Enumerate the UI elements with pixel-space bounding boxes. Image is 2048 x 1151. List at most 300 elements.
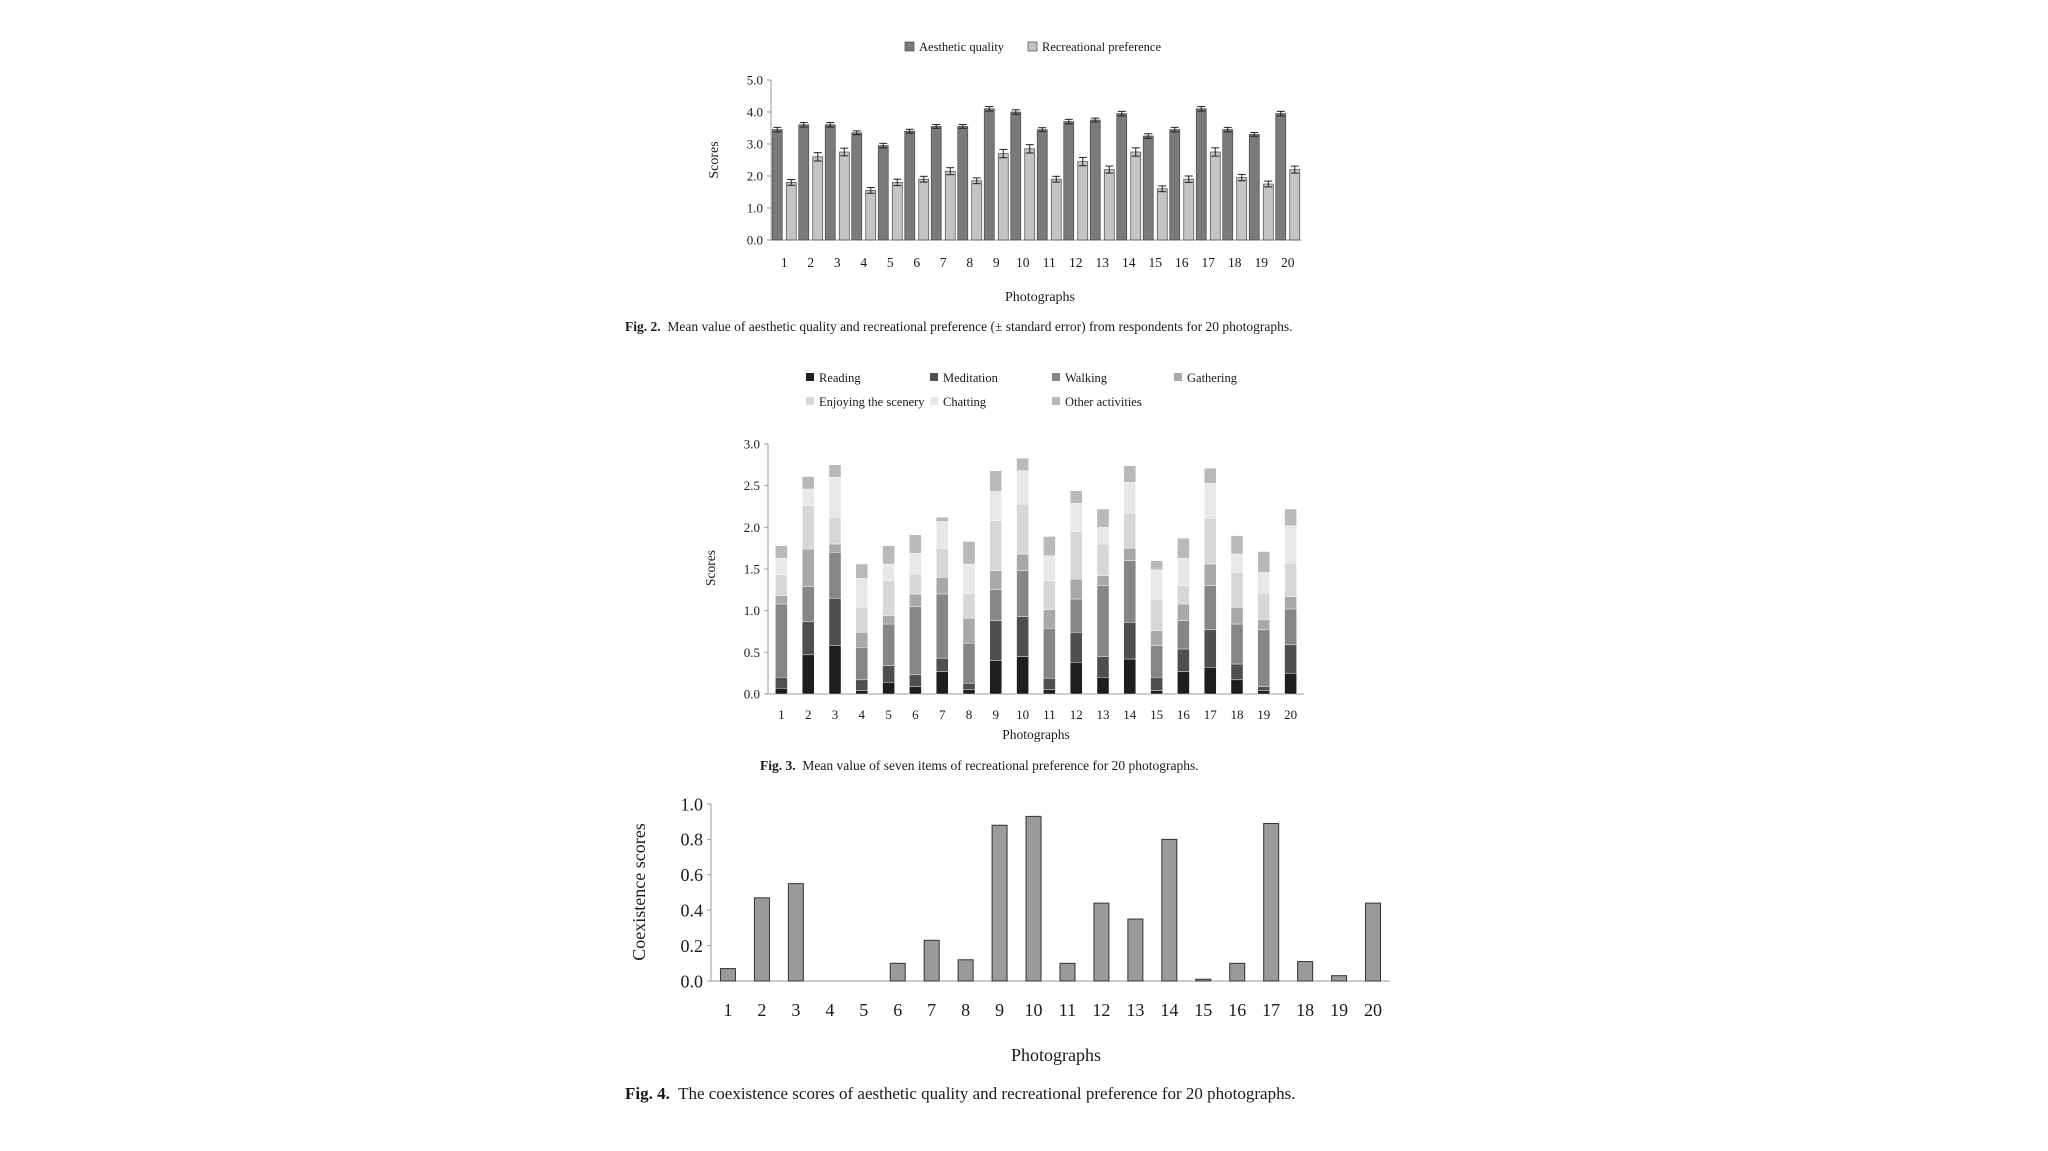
fig3-bar-segment	[883, 624, 895, 666]
fig3-bar-segment	[775, 688, 787, 694]
fig3-bar-segment	[1017, 554, 1029, 571]
fig2-y-tick-label: 0.0	[746, 232, 763, 248]
fig3-bar-segment	[990, 621, 1002, 661]
fig3-bar-segment	[1017, 571, 1029, 617]
fig3-bar-segment	[1177, 621, 1189, 649]
fig3-legend-label: Walking	[1065, 371, 1108, 385]
fig3-bar-segment	[909, 594, 921, 607]
fig2-bar-recreational	[813, 157, 823, 240]
fig4-y-axis-label: Coexistence scores	[629, 823, 649, 961]
fig3-bar-segment	[1043, 581, 1055, 610]
fig2-bar-aesthetic	[1011, 112, 1021, 240]
fig3-bar-segment	[1124, 466, 1136, 483]
fig3-bar-segment	[775, 677, 787, 688]
fig2-bar-aesthetic	[958, 126, 968, 240]
fig4-bar	[1060, 963, 1075, 981]
fig2-bar-recreational	[1157, 189, 1167, 240]
fig2-bar-aesthetic	[984, 109, 994, 240]
fig4-x-tick-label: 9	[995, 1000, 1005, 1020]
fig2-y-tick-label: 3.0	[746, 136, 763, 152]
fig3-legend-swatch	[1174, 373, 1182, 381]
fig3-bar-segment	[1258, 593, 1270, 620]
fig3-x-tick-label: 4	[858, 707, 866, 722]
fig3-bar-segment	[1097, 527, 1109, 544]
fig3-legend-swatch	[1052, 373, 1060, 381]
fig3-bar-segment	[829, 477, 841, 517]
fig3-x-tick-label: 10	[1016, 707, 1030, 722]
fig3-legend-swatch	[806, 373, 814, 381]
fig2-group	[707, 40, 1301, 305]
fig3-legend-swatch	[930, 397, 938, 405]
fig2-y-tick-label: 1.0	[746, 200, 763, 216]
fig4-y-tick-label: 0.2	[680, 935, 703, 956]
fig3-legend-label: Reading	[819, 371, 861, 385]
fig3-bar-segment	[1124, 622, 1136, 659]
fig2-x-tick-label: 8	[966, 255, 974, 270]
fig4-y-tick-label: 0.0	[680, 971, 703, 992]
fig2-bar-recreational	[998, 154, 1008, 240]
fig3-x-tick-label: 2	[804, 707, 812, 722]
fig3-x-tick-label: 11	[1043, 707, 1056, 722]
fig3-bar-segment	[856, 578, 868, 607]
fig3-bar-segment	[883, 682, 895, 694]
fig4-bar	[1264, 823, 1279, 981]
fig3-bar-segment	[1258, 552, 1270, 573]
fig3-x-tick-label: 7	[938, 707, 946, 722]
fig3-bar-segment	[936, 548, 948, 577]
fig3-bar-segment	[963, 690, 975, 694]
fig2-x-tick-label: 20	[1281, 255, 1295, 270]
fig3-bar-segment	[1204, 630, 1216, 668]
fig2-x-tick-label: 3	[833, 255, 841, 270]
fig3-bar-segment	[1043, 690, 1055, 694]
fig2-x-tick-label: 1	[780, 255, 788, 270]
fig3-bar-segment	[963, 643, 975, 683]
fig3-x-tick-label: 12	[1069, 707, 1083, 722]
fig3-bar-segment	[963, 593, 975, 618]
fig4-x-tick-label: 3	[791, 1000, 801, 1020]
fig4-x-tick-label: 17	[1262, 1000, 1281, 1020]
fig4-x-tick-label: 7	[927, 1000, 937, 1020]
fig3-caption	[760, 758, 1199, 774]
fig3-bar-segment	[775, 575, 787, 596]
fig3-bar-segment	[1124, 548, 1136, 561]
fig3-bar-segment	[1017, 458, 1029, 471]
fig3-bar-segment	[883, 581, 895, 616]
fig3-bar-segment	[963, 683, 975, 690]
fig2-x-tick-label: 14	[1122, 255, 1136, 270]
fig4-label: Fig. 4.	[625, 1084, 670, 1103]
fig4-y-tick-label: 0.8	[680, 829, 703, 850]
fig2-bar-recreational	[1078, 162, 1088, 240]
fig4-x-tick-label: 15	[1194, 1000, 1213, 1020]
fig4-y-tick-label: 0.4	[680, 900, 703, 921]
fig3-bar-segment	[1258, 620, 1270, 630]
fig3-bar-segment	[856, 680, 868, 691]
fig4-bar	[1094, 903, 1109, 981]
fig3-x-tick-label: 8	[965, 707, 973, 722]
fig2-legend-label: Aesthetic quality	[919, 40, 1005, 54]
fig2-bar-recreational	[786, 182, 796, 240]
fig3-bar-segment	[1285, 563, 1297, 596]
fig3-bar-segment	[1285, 645, 1297, 673]
fig3-bar-segment	[1231, 664, 1243, 680]
fig3-bar-segment	[990, 571, 1002, 590]
fig3-bar-segment	[1231, 572, 1243, 607]
fig2-bar-recreational	[919, 179, 929, 240]
fig3-bar-segment	[1151, 561, 1163, 570]
fig3-legend-swatch	[930, 373, 938, 381]
fig2-bar-recreational	[1263, 184, 1273, 240]
fig3-bar-segment	[1204, 483, 1216, 518]
fig3-bar-segment	[909, 535, 921, 553]
fig2-bar-aesthetic	[1249, 134, 1259, 240]
fig2-bar-aesthetic	[825, 125, 835, 240]
fig3-y-tick-label: 0.0	[743, 686, 760, 702]
fig4-bar	[1332, 976, 1347, 981]
fig3-bar-segment	[1204, 586, 1216, 630]
fig2-bar-recreational	[945, 171, 955, 240]
fig3-bar-segment	[1151, 631, 1163, 646]
fig3-bar-segment	[775, 596, 787, 604]
fig4-x-tick-label: 20	[1364, 1000, 1383, 1020]
fig3-bar-segment	[1258, 630, 1270, 687]
fig3-bar-segment	[909, 687, 921, 695]
fig3-bar-segment	[1070, 632, 1082, 662]
fig2-bar-aesthetic	[1223, 130, 1233, 240]
fig2-x-tick-label: 11	[1042, 255, 1056, 270]
fig3-bar-segment	[963, 564, 975, 593]
fig3-legend-label: Other activities	[1065, 395, 1142, 409]
fig3-bar-segment	[802, 506, 814, 549]
fig4-bar	[1366, 903, 1381, 981]
fig3-legend-swatch	[806, 397, 814, 405]
fig2-x-tick-label: 12	[1069, 255, 1083, 270]
fig2-bar-recreational	[1025, 149, 1035, 240]
fig3-bar-segment	[1070, 503, 1082, 531]
fig3-bar-segment	[1017, 657, 1029, 695]
fig2-y-tick-label: 2.0	[746, 168, 763, 184]
fig2-caption-text: Mean value of aesthetic quality and recreational preference (± standard error) from respondents for 20 photographs.	[667, 319, 1293, 334]
fig3-bar-segment	[775, 604, 787, 677]
fig3-y-axis-label: Scores	[703, 550, 718, 586]
fig3-bar-segment	[1204, 518, 1216, 564]
fig3-legend-label: Meditation	[943, 371, 998, 385]
fig4-x-tick-label: 14	[1160, 1000, 1179, 1020]
fig4-bar	[1230, 963, 1245, 981]
fig3-bar-segment	[775, 546, 787, 559]
fig4-x-tick-label: 12	[1092, 1000, 1111, 1020]
fig2-bar-aesthetic	[799, 125, 809, 240]
fig3-bar-segment	[883, 546, 895, 564]
fig3-bar-segment	[1285, 597, 1297, 610]
fig4-x-tick-label: 2	[757, 1000, 767, 1020]
fig3-bar-segment	[856, 607, 868, 632]
fig3-x-tick-label: 20	[1284, 707, 1298, 722]
fig3-bar-segment	[963, 542, 975, 565]
fig3-bar-segment	[936, 577, 948, 594]
fig2-x-tick-label: 10	[1016, 255, 1030, 270]
fig2-bar-recreational	[1051, 179, 1061, 240]
fig3-bar-segment	[1124, 513, 1136, 548]
fig2-x-tick-label: 13	[1095, 255, 1109, 270]
fig3-y-tick-label: 2.0	[743, 519, 760, 535]
fig2-bar-aesthetic	[1276, 114, 1286, 240]
fig4-bar	[924, 940, 939, 981]
fig2-x-tick-label: 9	[992, 255, 1000, 270]
fig3-caption-text: Mean value of seven items of recreational preference for 20 photographs.	[802, 758, 1199, 773]
fig3-bar-segment	[802, 477, 814, 490]
fig4-bar	[720, 969, 735, 981]
fig2-x-tick-label: 16	[1175, 255, 1189, 270]
fig3-bar-segment	[856, 632, 868, 647]
fig2-bar-recreational	[1104, 170, 1114, 240]
fig3-bar-segment	[856, 691, 868, 694]
fig3-bar-segment	[802, 549, 814, 587]
fig3-bar-segment	[990, 590, 1002, 621]
fig3-bar-segment	[802, 587, 814, 622]
fig3-x-axis-label: Photographs	[1002, 727, 1070, 742]
fig3-bar-segment	[936, 594, 948, 658]
fig2-x-tick-label: 7	[939, 255, 947, 270]
fig2-bar-recreational	[839, 152, 849, 240]
fig3-bar-segment	[936, 658, 948, 671]
fig4-x-tick-label: 6	[893, 1000, 903, 1020]
fig3-x-tick-label: 14	[1123, 707, 1137, 722]
fig3-bar-segment	[1258, 687, 1270, 691]
fig3-bar-segment	[1151, 691, 1163, 694]
fig3-bar-segment	[1097, 657, 1109, 678]
fig4-x-tick-label: 13	[1126, 1000, 1145, 1020]
fig3-bar-segment	[802, 655, 814, 694]
fig3-bar-segment	[909, 574, 921, 594]
fig3-bar-segment	[802, 622, 814, 655]
fig3-bar-segment	[829, 517, 841, 544]
fig2-x-axis-label: Photographs	[1005, 290, 1075, 305]
fig4-bar	[958, 960, 973, 981]
fig3-bar-segment	[856, 564, 868, 578]
fig3-x-tick-label: 1	[778, 707, 785, 722]
fig3-bar-segment	[1285, 609, 1297, 645]
fig2-bar-recreational	[972, 181, 982, 240]
fig4-bar	[1298, 962, 1313, 981]
fig3-bar-segment	[909, 675, 921, 687]
fig2-bar-aesthetic	[1143, 136, 1153, 240]
fig3-bar-segment	[1017, 617, 1029, 657]
fig3-bar-segment	[1070, 532, 1082, 580]
fig3-bar-segment	[1043, 556, 1055, 581]
fig3-bar-segment	[1097, 509, 1109, 527]
fig3-x-tick-label: 19	[1257, 707, 1271, 722]
fig2-legend-swatch	[905, 42, 914, 51]
fig4-bar	[1196, 979, 1211, 981]
fig4-x-tick-label: 18	[1296, 1000, 1315, 1020]
fig3-bar-segment	[883, 616, 895, 624]
fig3-legend-label: Gathering	[1187, 371, 1237, 385]
fig3-y-tick-label: 3.0	[743, 436, 760, 452]
fig3-bar-segment	[1177, 649, 1189, 672]
fig2-bar-aesthetic	[852, 133, 862, 240]
fig3-y-tick-label: 0.5	[743, 644, 760, 660]
fig3-bar-segment	[883, 564, 895, 581]
fig2-bar-aesthetic	[772, 130, 782, 240]
fig3-bar-segment	[1070, 491, 1082, 504]
fig3-bar-segment	[990, 661, 1002, 694]
fig2-caption	[625, 319, 1293, 335]
fig3-bar-segment	[1151, 570, 1163, 599]
fig2-bar-aesthetic	[1090, 120, 1100, 240]
fig3-bar-segment	[1151, 646, 1163, 678]
fig3-bar-segment	[1285, 673, 1297, 694]
fig4-x-tick-label: 11	[1058, 1000, 1077, 1020]
fig2-x-tick-label: 2	[807, 255, 815, 270]
fig3-bar-segment	[1231, 624, 1243, 664]
fig3-bar-segment	[1097, 677, 1109, 694]
fig3-legend-label: Chatting	[943, 395, 987, 409]
fig4-x-tick-label: 16	[1228, 1000, 1247, 1020]
fig3-bar-segment	[1070, 662, 1082, 694]
fig4-bar	[1162, 839, 1177, 981]
fig3-bar-segment	[1258, 691, 1270, 694]
fig2-x-tick-label: 15	[1148, 255, 1162, 270]
fig4-bar	[1026, 816, 1041, 981]
fig3-bar-segment	[1204, 468, 1216, 483]
fig3-bar-segment	[1177, 538, 1189, 558]
fig3-y-tick-label: 2.5	[743, 478, 760, 494]
fig3-bar-segment	[802, 489, 814, 506]
fig2-bar-recreational	[1290, 170, 1300, 240]
fig3-bar-segment	[1285, 526, 1297, 564]
fig3-bar-segment	[1017, 504, 1029, 554]
fig3-bar-segment	[1124, 561, 1136, 623]
fig3-legend-swatch	[1052, 397, 1060, 405]
fig3-x-tick-label: 5	[885, 707, 892, 722]
fig2-x-tick-label: 4	[860, 255, 868, 270]
fig2-bar-aesthetic	[878, 146, 888, 240]
fig3-y-tick-label: 1.5	[743, 561, 760, 577]
fig4-x-tick-label: 10	[1024, 1000, 1043, 1020]
fig3-bar-segment	[1231, 554, 1243, 572]
fig2-y-tick-label: 4.0	[746, 104, 763, 120]
fig2-bar-recreational	[1237, 178, 1247, 240]
fig3-x-tick-label: 15	[1150, 707, 1164, 722]
fig3-bar-segment	[1043, 628, 1055, 678]
fig3-bar-segment	[1043, 678, 1055, 690]
fig4-x-tick-label: 19	[1330, 1000, 1349, 1020]
fig3-bar-segment	[829, 646, 841, 694]
fig3-bar-segment	[990, 492, 1002, 521]
fig2-bar-recreational	[1184, 179, 1194, 240]
fig3-x-tick-label: 9	[992, 707, 1000, 722]
fig4-x-axis-label: Photographs	[1011, 1045, 1101, 1065]
fig3-group	[703, 371, 1304, 742]
fig2-bar-aesthetic	[1037, 130, 1047, 240]
fig3-legend-label: Enjoying the scenery	[819, 395, 925, 409]
fig3-bar-segment	[990, 471, 1002, 492]
fig3-bar-segment	[1177, 558, 1189, 586]
fig3-bar-segment	[1070, 599, 1082, 632]
fig4-y-tick-label: 1.0	[680, 794, 703, 815]
fig2-bar-aesthetic	[931, 126, 941, 240]
fig4-x-tick-label: 5	[859, 1000, 869, 1020]
fig3-bar-segment	[963, 618, 975, 643]
fig3-bar-segment	[1231, 680, 1243, 694]
fig3-bar-segment	[775, 558, 787, 575]
fig2-y-axis-label: Scores	[707, 141, 722, 179]
fig3-bar-segment	[936, 672, 948, 695]
fig2-label: Fig. 2.	[625, 319, 661, 334]
fig3-bar-segment	[1258, 572, 1270, 593]
fig3-x-tick-label: 3	[831, 707, 839, 722]
fig4-caption-text: The coexistence scores of aesthetic quality and recreational preference for 20 photographs.	[678, 1084, 1296, 1103]
fig2-x-tick-label: 18	[1228, 255, 1242, 270]
fig4-bar	[754, 898, 769, 981]
fig3-bar-segment	[1097, 576, 1109, 586]
fig3-bar-segment	[1177, 672, 1189, 695]
fig3-bar-segment	[909, 553, 921, 574]
fig3-bar-segment	[1097, 586, 1109, 657]
fig4-x-tick-label: 8	[961, 1000, 971, 1020]
fig2-bar-recreational	[1210, 152, 1220, 240]
fig3-bar-segment	[829, 465, 841, 478]
fig2-bar-aesthetic	[1064, 122, 1074, 240]
fig2-y-tick-label: 5.0	[746, 72, 763, 88]
fig3-bar-segment	[1043, 610, 1055, 628]
fig3-bar-segment	[1017, 471, 1029, 504]
fig2-legend-label: Recreational preference	[1042, 40, 1162, 54]
fig2-bar-recreational	[892, 182, 902, 240]
fig2-bar-recreational	[866, 190, 876, 240]
fig3-y-tick-label: 1.0	[743, 603, 760, 619]
fig3-bar-segment	[829, 552, 841, 598]
fig3-bar-segment	[1124, 659, 1136, 694]
fig4-bar	[992, 825, 1007, 981]
fig3-x-tick-label: 6	[912, 707, 919, 722]
fig3-bar-segment	[1177, 604, 1189, 621]
fig3-bar-segment	[1151, 599, 1163, 631]
fig3-bar-segment	[1151, 677, 1163, 690]
fig3-bar-segment	[829, 598, 841, 646]
fig2-bar-recreational	[1131, 152, 1141, 240]
fig2-x-tick-label: 6	[913, 255, 921, 270]
fig3-bar-segment	[829, 544, 841, 552]
fig3-bar-segment	[1204, 564, 1216, 586]
fig3-x-tick-label: 13	[1096, 707, 1110, 722]
fig3-x-tick-label: 17	[1203, 707, 1217, 722]
fig4-bar	[1128, 919, 1143, 981]
fig3-bar-segment	[990, 521, 1002, 571]
fig4-bar	[890, 963, 905, 981]
fig4-y-tick-label: 0.6	[680, 865, 703, 886]
fig3-bar-segment	[1231, 607, 1243, 624]
fig4-caption	[625, 1084, 1295, 1104]
fig2-x-tick-label: 19	[1254, 255, 1268, 270]
fig3-label: Fig. 3.	[760, 758, 796, 773]
fig3-x-tick-label: 18	[1230, 707, 1244, 722]
fig3-bar-segment	[1097, 544, 1109, 576]
fig3-bar-segment	[1204, 667, 1216, 694]
fig4-x-tick-label: 1	[723, 1000, 733, 1020]
fig3-bar-segment	[1231, 536, 1243, 554]
fig3-bar-segment	[1070, 579, 1082, 599]
fig2-bar-aesthetic	[1170, 130, 1180, 240]
fig2-legend-swatch	[1028, 42, 1037, 51]
fig4-bar	[788, 884, 803, 981]
fig4-x-tick-label: 4	[825, 1000, 835, 1020]
fig3-x-tick-label: 16	[1176, 707, 1190, 722]
fig2-bar-aesthetic	[1117, 114, 1127, 240]
fig3-bar-segment	[1124, 482, 1136, 513]
